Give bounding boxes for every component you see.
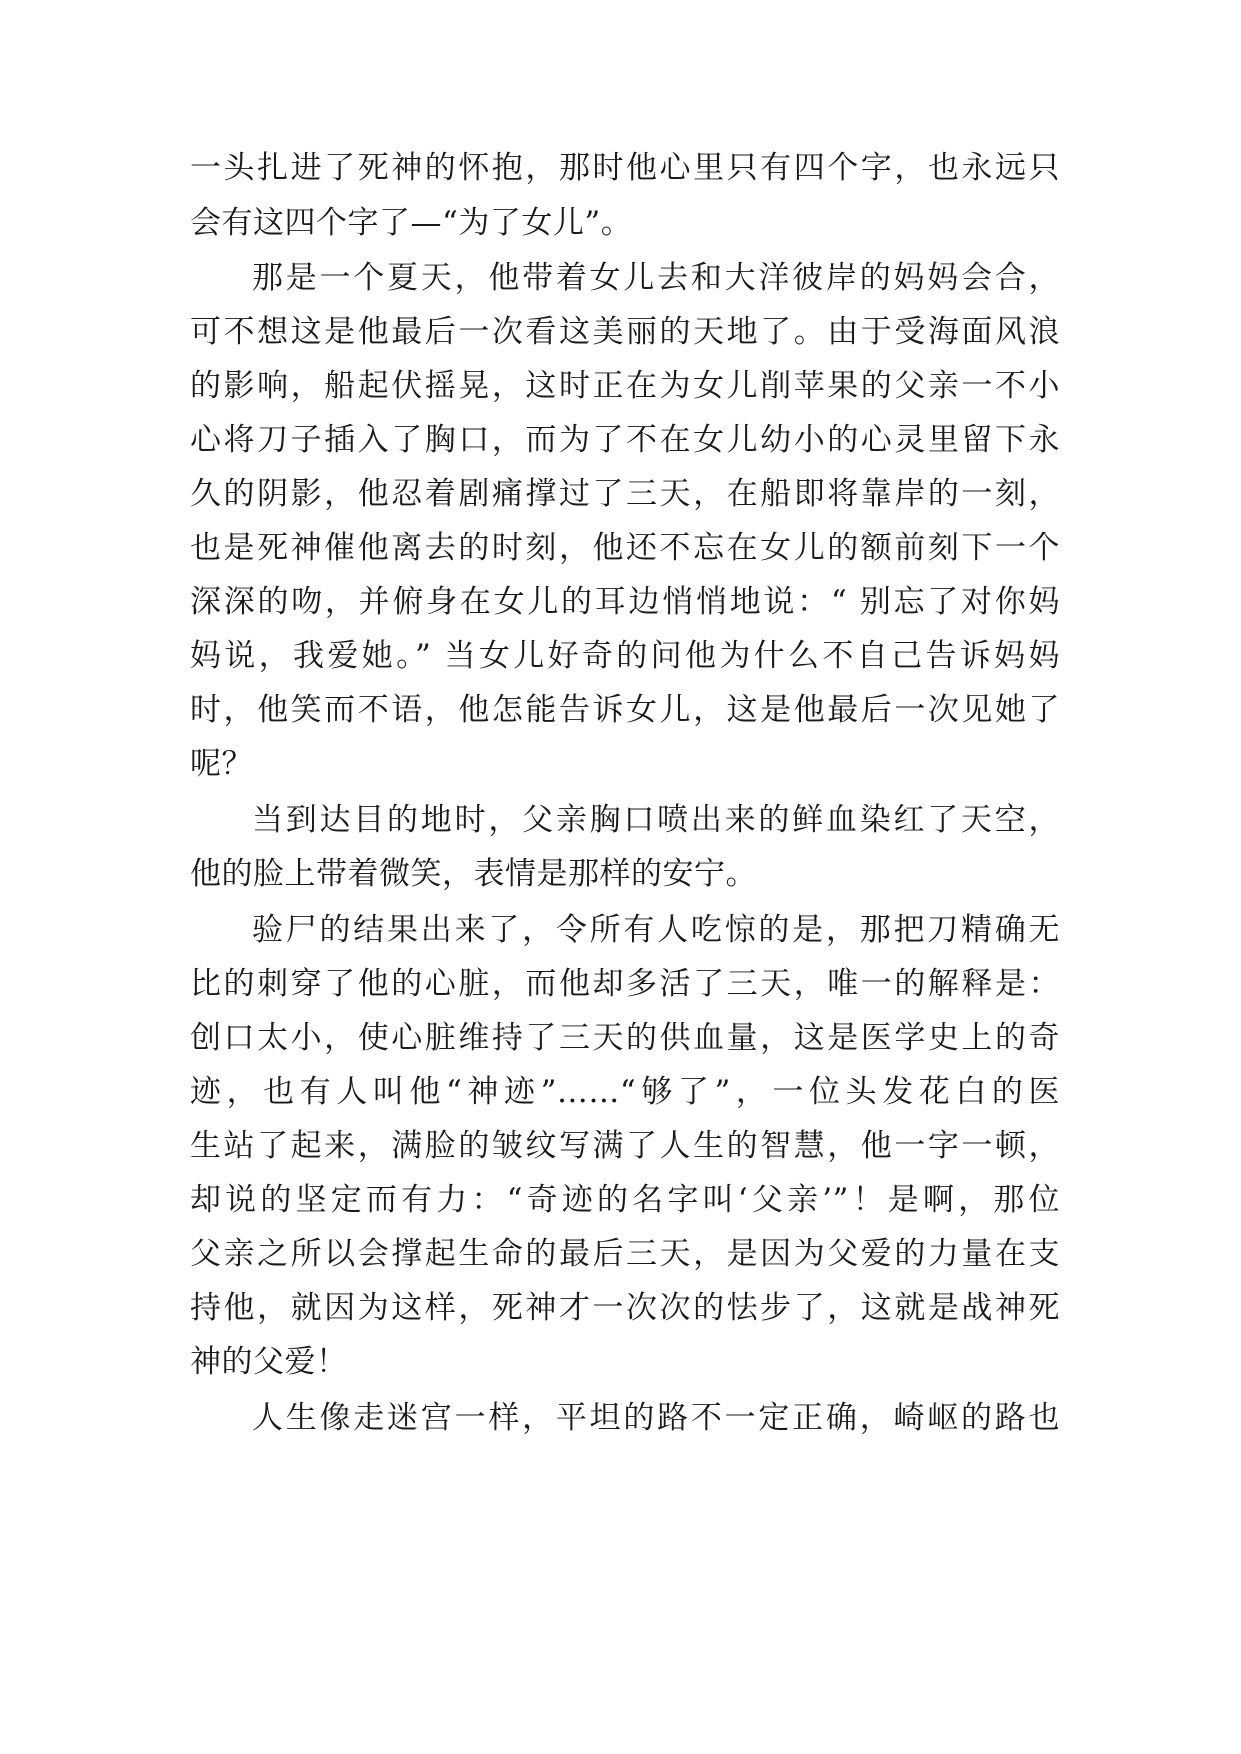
- text-line: 可不想这是他最后一次看这美丽的天地了。由于受海面风浪: [190, 314, 1060, 350]
- text-line: 会有这四个字了—“为了女儿”。: [190, 205, 633, 241]
- text-line: 一头扎进了死神的怀抱，那时他心里只有四个字，也永远只: [190, 150, 1060, 186]
- text-line: 比的刺穿了他的心脏，而他却多活了三天，唯一的解释是：: [190, 966, 1060, 1002]
- text-line: 的影响，船起伏摇晃，这时正在为女儿削苹果的父亲一不小: [190, 368, 1060, 404]
- paragraph-first-line: 验尸的结果出来了，令所有人吃惊的是，那把刀精确无: [252, 912, 1060, 948]
- text-line: 时，他笑而不语，他怎能告诉女儿，这是他最后一次见她了: [190, 692, 1060, 728]
- text-line: 妈说，我爱她。” 当女儿好奇的问他为什么不自己告诉妈妈: [190, 638, 1060, 674]
- text-line: 心将刀子插入了胸口，而为了不在女儿幼小的心灵里留下永: [190, 422, 1060, 458]
- paragraph-first-line: 当到达目的地时，父亲胸口喷出来的鲜血染红了天空，: [252, 802, 1060, 838]
- text-line: 却说的坚定而有力：“奇迹的名字叫‘父亲’”！是啊，那位: [190, 1182, 1060, 1218]
- paragraph-first-line: 人生像走迷宫一样，平坦的路不一定正确，崎岖的路也: [252, 1400, 1060, 1436]
- text-line: 也是死神催他离去的时刻，他还不忘在女儿的额前刻下一个: [190, 530, 1060, 566]
- paragraph-first-line: 那是一个夏天，他带着女儿去和大洋彼岸的妈妈会合，: [252, 260, 1060, 296]
- text-line: 他的脸上带着微笑，表情是那样的安宁。: [190, 856, 757, 892]
- text-line: 深深的吻，并俯身在女儿的耳边悄悄地说：“ 别忘了对你妈: [190, 584, 1060, 620]
- text-line: 久的阴影，他忍着剧痛撑过了三天，在船即将靠岸的一刻，: [190, 476, 1060, 512]
- text-line: 迹，也有人叫他“神迹”……“够了”，一位头发花白的医: [190, 1074, 1060, 1110]
- text-line: 呢？: [190, 746, 253, 782]
- text-line: 持他，就因为这样，死神才一次次的怯步了，这就是战神死: [190, 1290, 1060, 1326]
- text-line: 神的父爱！: [190, 1344, 348, 1380]
- text-line: 生站了起来，满脸的皱纹写满了人生的智慧，他一字一顿，: [190, 1128, 1060, 1164]
- text-line: 创口太小，使心脏维持了三天的供血量，这是医学史上的奇: [190, 1020, 1060, 1056]
- text-line: 父亲之所以会撑起生命的最后三天，是因为父爱的力量在支: [190, 1236, 1060, 1272]
